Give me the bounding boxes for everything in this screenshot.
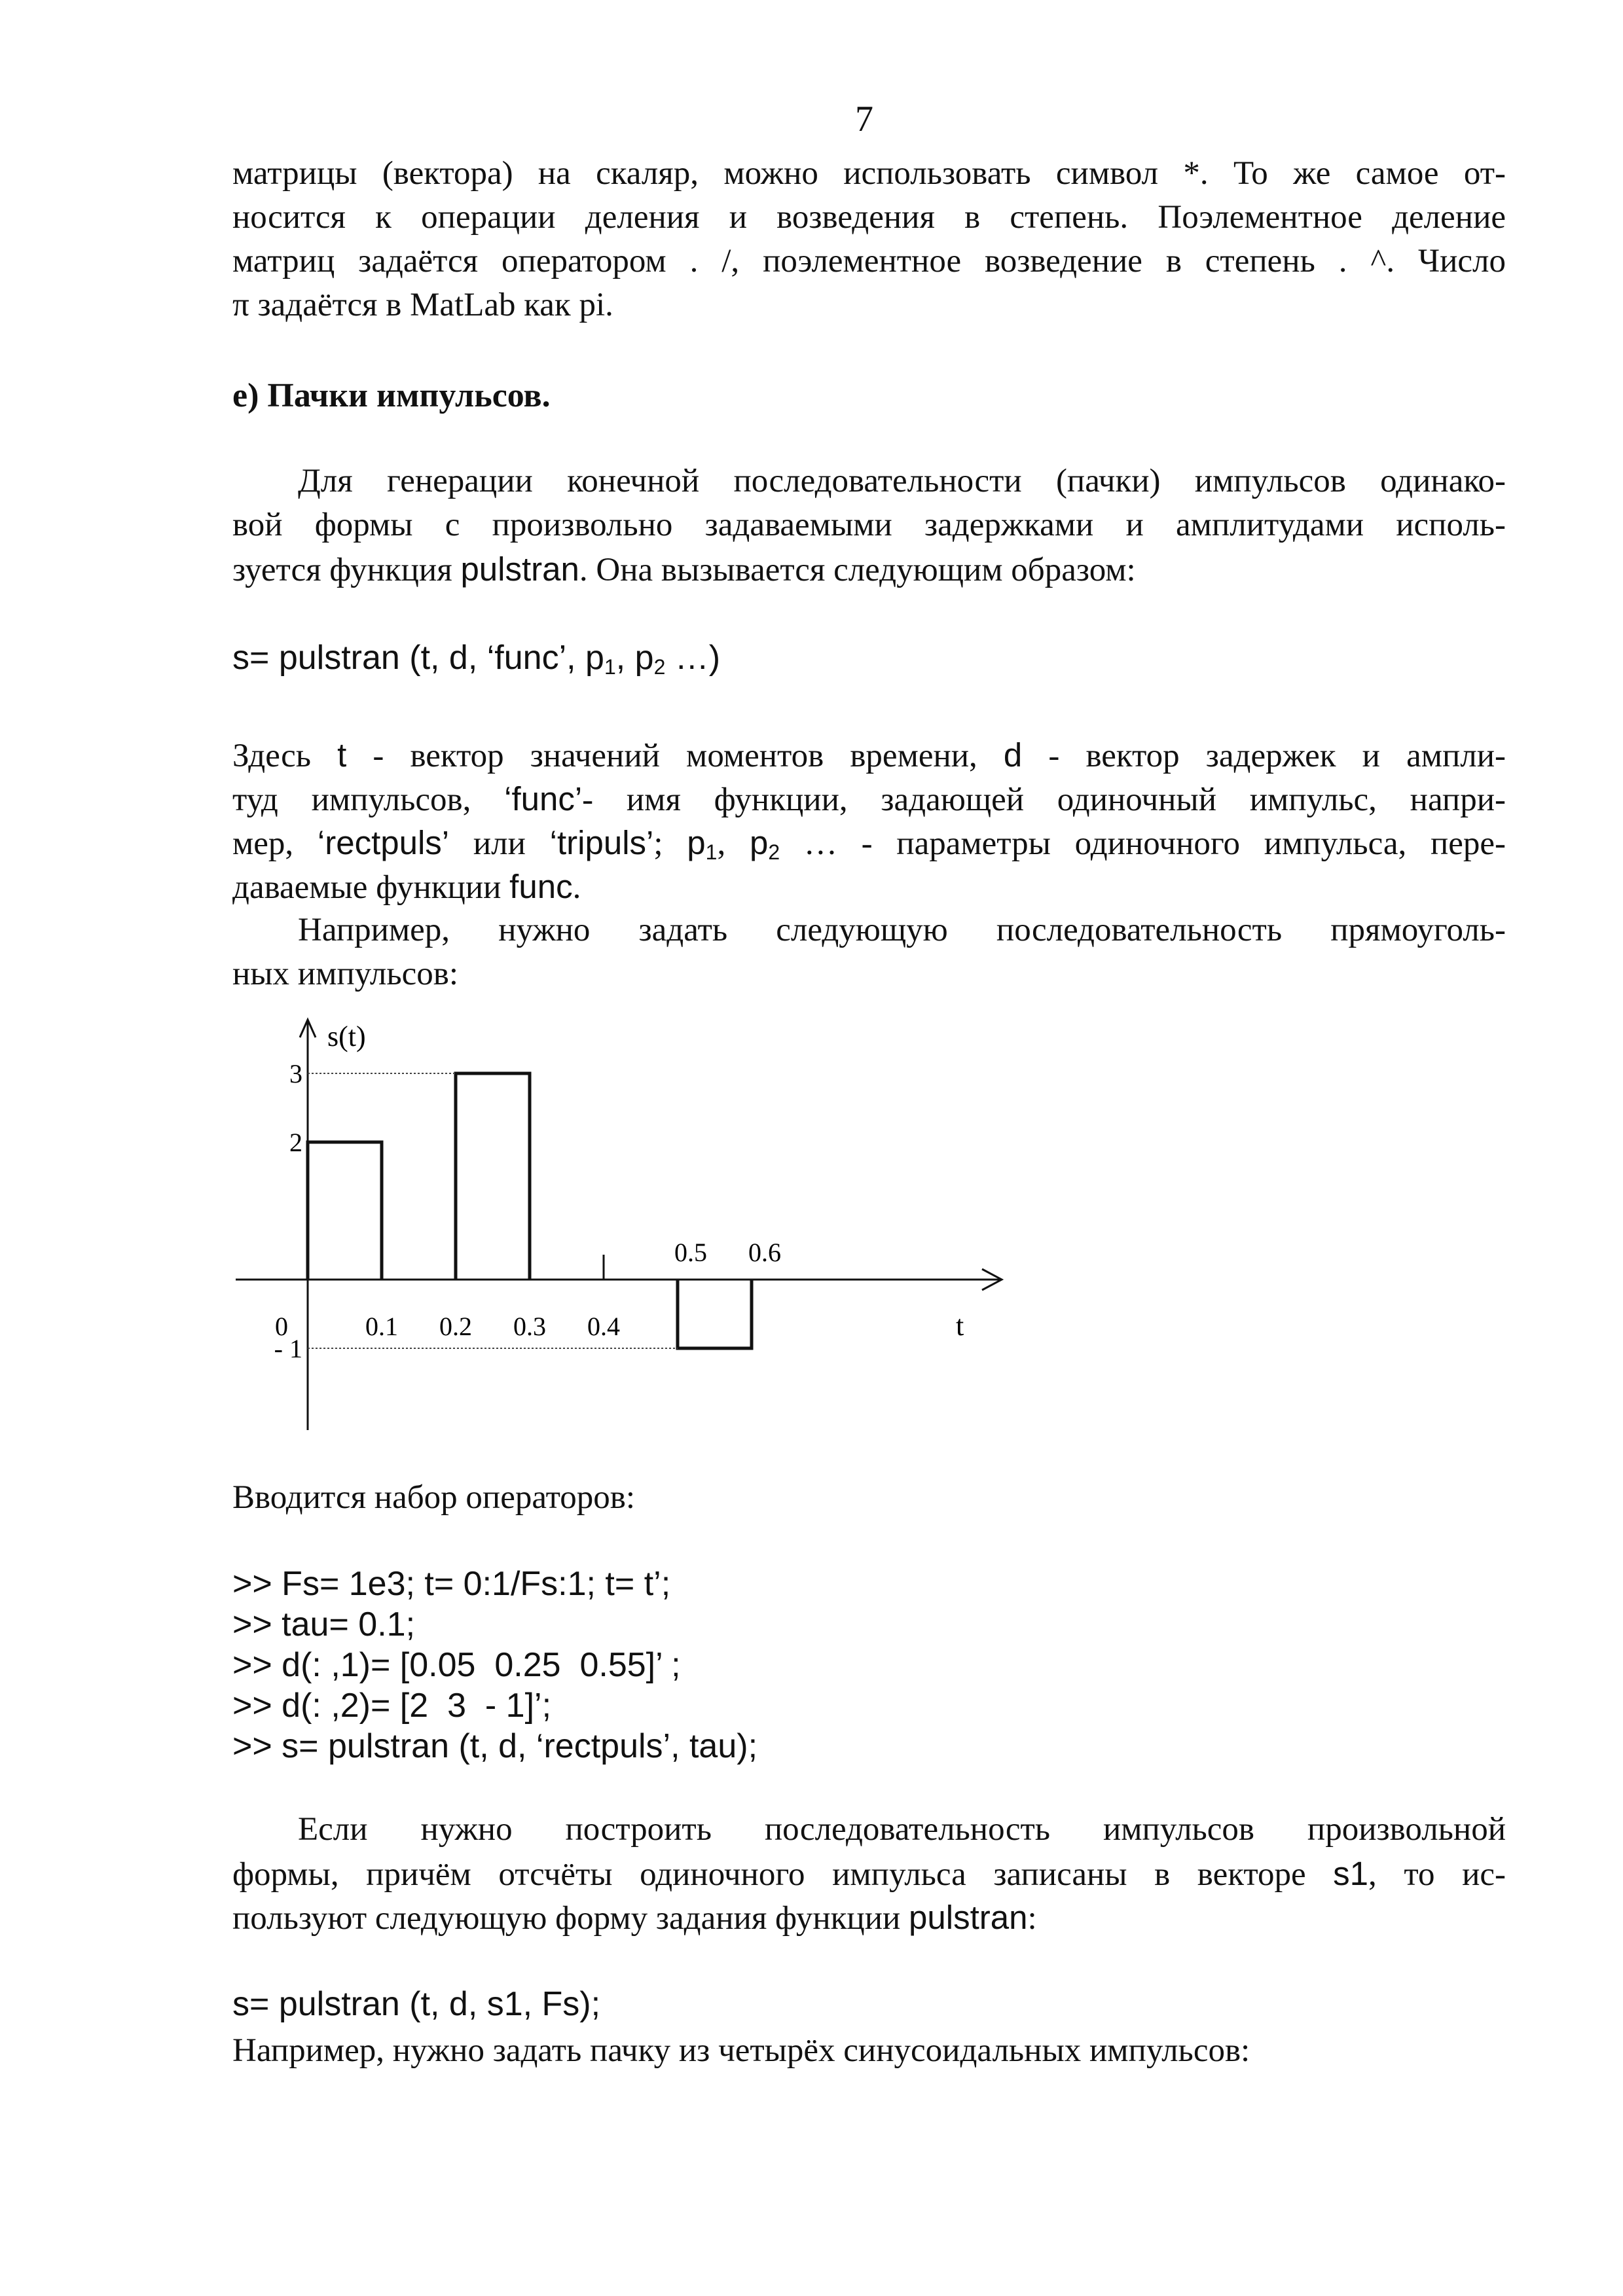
- code-line: >> d(: ,1)= [0.05 0.25 0.55]’ ;: [232, 1646, 681, 1684]
- text-fragment: - вектор значений моментов времени,: [346, 738, 1004, 774]
- x-tick-label-0.1: 0.1: [365, 1312, 398, 1341]
- code-block: [232, 1564, 757, 1767]
- text-fragment: - имя функции, задающей одиночный импульс, напри-: [582, 781, 1506, 818]
- text-line: Для генерации конечной последовательности (пачки) импульсов одинако-: [298, 463, 1506, 499]
- text-line: ных импульсов:: [232, 956, 459, 992]
- parameter-description: [232, 733, 1506, 908]
- chart-layer: [236, 1020, 1002, 1430]
- text-line: [232, 547, 1506, 591]
- rectpuls-name: ‘rectpuls’: [317, 824, 450, 861]
- text-line: [232, 733, 1506, 777]
- x-tick-label-0.6: 0.6: [748, 1238, 781, 1267]
- x-axis-label: t: [956, 1310, 964, 1342]
- syntax-prefix: s= pulstran (t, d, ‘func’, p: [232, 639, 604, 677]
- code-line: >> Fs= 1e3; t= 0:1/Fs:1; t= t’;: [232, 1565, 671, 1603]
- function-name: pulstran: [460, 550, 579, 588]
- text-fragment: мер,: [232, 825, 318, 862]
- param-func: ‘func’: [504, 780, 583, 817]
- origin-label: 0: [275, 1312, 288, 1341]
- vector-s1: s1: [1333, 1855, 1369, 1892]
- pulse-pulse-3: [678, 1280, 752, 1348]
- text-fragment: зуется функция: [232, 552, 461, 588]
- x-tick-label-0.3: 0.3: [513, 1312, 546, 1341]
- text-line: [232, 1852, 1506, 1895]
- text-line: π задаётся в MatLab как pi.: [232, 287, 613, 323]
- text-line: [232, 1895, 1506, 1939]
- pulstran-syntax: [232, 638, 720, 679]
- text-line: [232, 777, 1506, 821]
- pulstran-syntax-2: s= pulstran (t, d, s1, Fs);: [232, 1985, 601, 2023]
- syntax-mid: , p: [615, 639, 654, 677]
- x-tick-label-0.4: 0.4: [587, 1312, 620, 1341]
- y-axis-label: s(t): [327, 1020, 366, 1052]
- syntax-suffix: …): [665, 639, 721, 677]
- text-line: носится к операции деления и возведения в степень. Поэлементное деление: [232, 199, 1506, 236]
- y-tick-label: 2: [289, 1128, 302, 1157]
- operators-intro: [232, 1476, 1506, 1520]
- text-fragment: формы, причём отсчёты одиночного импульса записаны в векторе: [232, 1856, 1334, 1893]
- text-fragment: или: [449, 825, 550, 862]
- arbitrary-shape-paragraph: [232, 1808, 1506, 1939]
- text-line: Например, нужно задать следующую последовательность прямоуголь-: [298, 912, 1506, 948]
- text-fragment: :: [1027, 1900, 1037, 1937]
- text-fragment: - вектор задержек и ампли-: [1022, 738, 1506, 774]
- text-line: матрицы (вектора) на скаляр, можно использовать символ *. То же самое от-: [232, 155, 1506, 192]
- tripuls-name: ‘tripuls’: [549, 824, 654, 861]
- text-line: [232, 865, 1506, 908]
- code-line: >> s= pulstran (t, d, ‘rectpuls’, tau);: [232, 1727, 758, 1765]
- param-t: t: [337, 736, 347, 774]
- param-func: func: [509, 868, 573, 905]
- closing-line: [232, 2029, 1506, 2073]
- intro-paragraph: [232, 152, 1506, 327]
- text-fragment: пользуют следующую форму задания функции: [232, 1900, 909, 1937]
- y-tick-label: 3: [289, 1059, 302, 1088]
- text-line: Если нужно построить последовательность импульсов произвольной: [298, 1811, 1506, 1848]
- text-fragment: ;: [653, 825, 687, 862]
- text-line: Вводится набор операторов:: [232, 1479, 636, 1516]
- pulstran-intro-paragraph: [232, 459, 1506, 591]
- x-tick-label-0.2: 0.2: [439, 1312, 472, 1341]
- code-line: >> tau= 0.1;: [232, 1605, 416, 1643]
- subscript: 1: [705, 840, 718, 864]
- text-line: матриц задаётся оператором . /, поэлементное возведение в степень . ^. Число: [232, 243, 1506, 279]
- text-fragment: Здесь: [232, 738, 338, 774]
- section-heading: е) Пачки импульсов.: [232, 377, 551, 414]
- param-d: d: [1003, 736, 1023, 774]
- subscript: 2: [653, 655, 666, 679]
- pulse-sequence-chart: [223, 1008, 1021, 1453]
- page-number: 7: [855, 99, 873, 139]
- param-p: p: [749, 824, 769, 861]
- text-fragment: . Она вызывается следующим образом:: [579, 552, 1136, 588]
- pulse-pulse-1: [308, 1142, 382, 1280]
- y-tick-label: - 1: [274, 1334, 302, 1363]
- example-intro: [232, 908, 1506, 996]
- text-fragment: … - параметры одиночного импульса, пере-: [780, 825, 1506, 862]
- subscript: 1: [604, 655, 616, 679]
- text-line: Например, нужно задать пачку из четырёх синусоидальных импульсов:: [232, 2032, 1250, 2069]
- text-fragment: .: [572, 869, 581, 906]
- text-fragment: , то ис-: [1368, 1856, 1506, 1893]
- subscript: 2: [768, 840, 780, 864]
- text-line: вой формы с произвольно задаваемыми задержками и амплитудами исполь-: [232, 507, 1506, 543]
- param-p: p: [687, 824, 706, 861]
- text-fragment: туд импульсов,: [232, 781, 505, 818]
- text-line: [232, 821, 1506, 865]
- x-tick-label-0.5: 0.5: [674, 1238, 707, 1267]
- pulse-pulse-2: [456, 1073, 530, 1280]
- code-line: >> d(: ,2)= [2 3 - 1]’;: [232, 1687, 552, 1725]
- function-name: pulstran: [909, 1899, 1028, 1936]
- text-fragment: ,: [717, 825, 750, 862]
- text-fragment: даваемые функции: [232, 869, 510, 906]
